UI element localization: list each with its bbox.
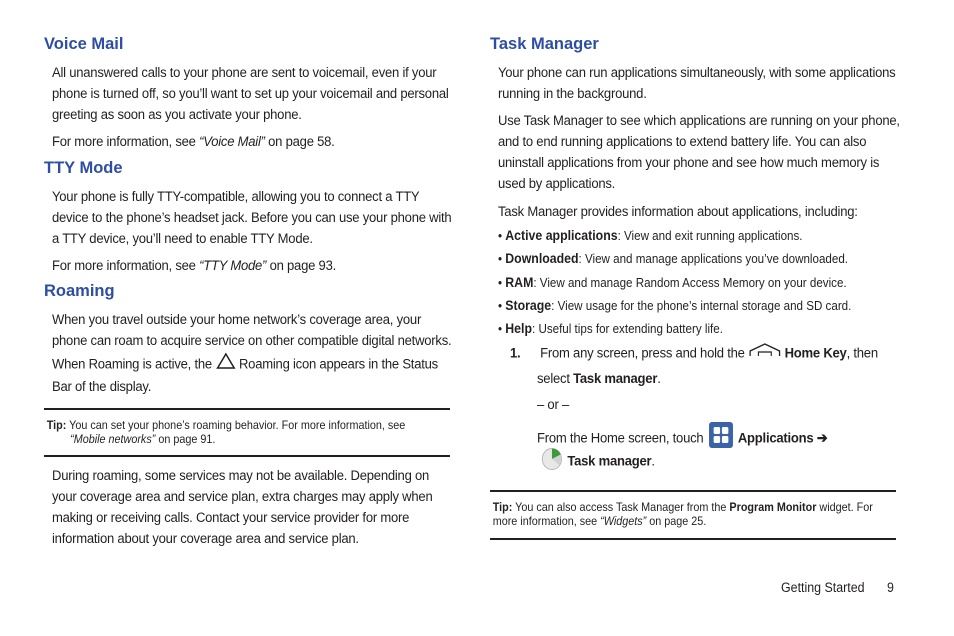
footer-section: Getting Started: [781, 580, 865, 595]
roaming-heading: Roaming: [44, 282, 115, 300]
reference-prefix: For more information, see: [52, 134, 200, 150]
bullet-item: • Active applications: View and exit running applications.: [498, 227, 803, 243]
page-number: 9: [887, 580, 894, 595]
task-manager-term: Task manager: [567, 453, 652, 470]
roaming-tip-box: [44, 408, 450, 457]
bullet-desc: : View and exit running applications.: [617, 228, 803, 243]
roaming-paragraph-2: During roaming, some services may not be available. Depending on your coverage area and service plan, extra charges may apply when making or receiving calls. Contact your service provider for more information about your coverage area and service plan.: [52, 468, 433, 547]
roaming-paragraph: [52, 310, 455, 398]
task-manager-tip-box: [490, 490, 896, 540]
home-key-icon: [748, 342, 781, 365]
tty-mode-link[interactable]: “TTY Mode”: [199, 258, 267, 274]
bullet-desc: : View usage for the phone’s internal storage and SD card.: [551, 298, 852, 313]
applications-label: Applications: [737, 430, 814, 447]
voice-mail-heading: Voice Mail: [44, 35, 124, 53]
voice-mail-link[interactable]: “Voice Mail”: [199, 134, 265, 150]
voice-mail-paragraph: All unanswered calls to your phone are sent to voicemail, even if your phone is turned off, so you’ll want to set up your voicemail and personal greeting as soon as you activate your phone.: [52, 65, 449, 123]
task-manager-paragraph-3: Task Manager provides information about applications, including:: [498, 204, 858, 220]
tip-label: Tip:: [46, 418, 67, 432]
bullet-desc: : Useful tips for extending battery life.: [531, 321, 723, 336]
task-manager-paragraph-1: Your phone can run applications simultaneously, with some applications running in the background.: [498, 65, 896, 102]
bullet-item: • Storage: View usage for the phone’s internal storage and SD card.: [498, 297, 852, 313]
tip-text: You can also access Task Manager from the: [512, 500, 730, 514]
step-1-select: [537, 369, 661, 390]
task-manager-term: Task manager: [573, 371, 658, 387]
select-suffix: .: [657, 371, 661, 387]
alt-prefix: From the Home screen, touch: [537, 430, 704, 447]
task-manager-heading: Task Manager: [490, 35, 599, 53]
applications-icon: [709, 422, 733, 455]
bullet-item: • Downloaded: View and manage applications you’ve downloaded.: [498, 250, 849, 266]
bullet-item: • Help: Useful tips for extending battery life.: [498, 320, 723, 336]
roaming-text-b: Roaming icon appears in the Status Bar of the display.: [52, 356, 438, 395]
step-1: [510, 342, 896, 365]
arrow-glyph: ➔: [813, 430, 828, 447]
bullet-term: Active applications: [505, 227, 618, 243]
step-then: , then: [846, 345, 878, 362]
bullet-term: Storage: [505, 297, 552, 313]
tip-text: widget. For more information, see: [492, 500, 873, 528]
tip-suffix: on page 25.: [646, 514, 707, 528]
widgets-link[interactable]: “Widgets”: [600, 514, 647, 528]
task-manager-icon: [540, 446, 564, 477]
roaming-text-a: When you travel outside your home network’s coverage area, your phone can roam to acquire service on other compatible digital networks. When Roaming is active, the: [52, 312, 452, 373]
reference-suffix: on page 58.: [264, 134, 335, 150]
step-1-alt-task: [540, 446, 655, 477]
mobile-networks-link[interactable]: “Mobile networks”: [70, 432, 156, 446]
or-separator: – or –: [537, 397, 569, 413]
task-manager-paragraph-2: Use Task Manager to see which applications are running on your phone, and to end running applications to extend battery life. You can also uninstall applications from your phone and see how much memory is used by applications.: [498, 113, 900, 192]
tty-mode-reference: [52, 256, 455, 277]
tip-text: You can set your phone’s roaming behavior. For more information, see: [66, 418, 406, 432]
tty-mode-paragraph: Your phone is fully TTY-compatible, allowing you to connect a TTY device to the phone’s headset jack. Before you can use your phone with a TTY device, you’ll need to enable TTY Mode.: [52, 189, 452, 247]
tip-suffix: on page 91.: [155, 432, 216, 446]
reference-prefix: For more information, see: [52, 258, 200, 274]
home-key-label: Home Key: [784, 345, 847, 362]
select-prefix: select: [537, 371, 574, 387]
bullet-term: RAM: [505, 274, 534, 290]
step-text: From any screen, press and hold the: [540, 345, 745, 362]
bullet-desc: : View and manage Random Access Memory on your device.: [533, 275, 847, 290]
bullet-item: • RAM: View and manage Random Access Memory on your device.: [498, 274, 847, 290]
tty-mode-heading: TTY Mode: [44, 159, 123, 177]
alt-suffix: .: [651, 453, 655, 470]
bullet-term: Help: [505, 320, 532, 336]
reference-suffix: on page 93.: [266, 258, 336, 274]
step-number: 1.: [510, 345, 521, 362]
roaming-triangle-icon: [215, 352, 235, 377]
bullet-desc: : View and manage applications you’ve downloaded.: [578, 251, 849, 266]
bullet-term: Downloaded: [505, 250, 579, 266]
tip-label: Tip:: [492, 500, 513, 514]
program-monitor-term: Program Monitor: [729, 500, 817, 514]
voice-mail-reference: [52, 132, 455, 153]
